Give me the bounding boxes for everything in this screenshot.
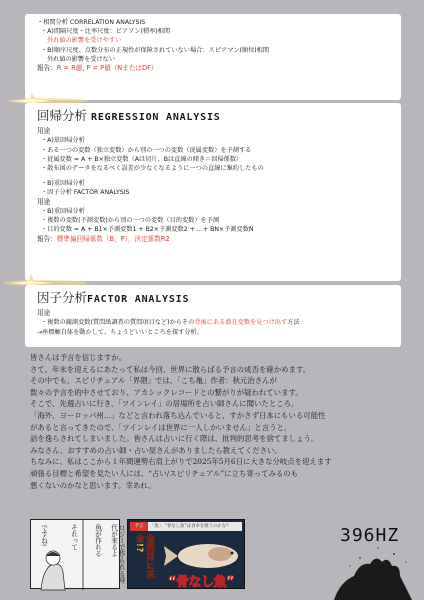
factor-item: →座標軸自体を動かして、ちょうどいいところを探す分析。 [37,328,203,336]
simple-regression-item: ・従属変数 = A + B×独立変数（Aは切片、Bは直線の傾き＝回帰係数） [41,155,243,163]
simple-regression-item: ・散布図のデータをなるべく誤差が少なくなるように一つの直線に集約したもの [41,165,264,173]
simple-regression-item: ・A)単回帰分析 [41,137,85,145]
boneless-fish-image [127,519,245,589]
multiple-regression-item: ・複数の変数(予測変数)から別の一つの変数（目的変数）を予測 [41,217,220,225]
correlation-report [37,64,389,73]
factor-title [37,290,389,307]
factor-usage: 用途 [37,309,51,317]
simple-regression-item: ・ある一つの変数（独立変数）から別の一つの変数（従属変数）を予測する [41,146,252,154]
article-line: 「海外、ヨーロッパ州…」などと言われ落ち込んでいると、すかさず日本にもいる可能性 [30,410,326,420]
manga-panel-image [30,519,126,589]
factor-title-en: FACTOR ANALYSIS [87,294,190,305]
manga-speech: それって [69,524,78,551]
factor-item-highlight: 背後にある潜在変数を見つけ出す [194,319,288,327]
article-line: その中でも、スピリチュアル「界隈」では、「こち亀」作者：秋元治さんが [30,376,277,386]
factor-title-jp: 因子分析 [37,290,88,305]
article-body [30,352,400,491]
factor-item-text: 方法 [287,319,300,327]
multiple-regression-item: ・B)重回帰分析 [41,180,85,188]
regression-title-jp: 回帰分析 [37,108,88,123]
fish-image-headline: 魚業界に革命!? [134,534,154,579]
article-line: があると言ってきたので、「ツインレイは世界に一人しかいません」と言うと、 [30,422,292,432]
multiple-regression-item: ・B)重回帰分析 [41,208,85,216]
manga-speech: 魚が作れる [93,524,102,557]
article-line: さて、年末を迎えるにあたって私は今回、世界に散らばる予言の成否を確かめます。 [30,364,311,374]
regression-title [37,108,389,125]
fish-illustration [150,532,246,576]
article-line: そこで、先週占いに行き、「ツインレイ」の居場所を占い師さんに聞いたところ、 [30,399,299,409]
regression-usage: 用途 [37,127,51,135]
manga-speech: ロジーで作られる時代が来るよ [109,524,126,584]
factor-card [25,285,401,347]
regression-report [37,235,389,244]
manga-speech: ですね! [39,524,48,547]
multiple-regression-usage: 用途 [37,197,51,206]
factor-item [37,318,389,327]
article-line: 皆さんは予言を信じますか。 [30,353,127,362]
multiple-regression-item: ・因子分析 FACTOR ANALYSIS [41,189,130,197]
article-line: 頑張る目標と希望を見たい人には、“占い/スピリチュアル”に立ち寄ってみるのも [30,468,299,478]
article-line: 悪くないのかなと思います。幸あれ。 [30,480,156,490]
report-label: 報告： [37,64,57,73]
report-label: 報告： [37,234,57,243]
fish-image-tag: 予言 [130,522,148,531]
frequency-label: 396HZ [340,525,400,546]
report-value: 標準偏回帰係数（B，P），決定係数R2 [56,234,170,243]
fish-image-topbar: 「魚」 “骨なし魚”は食卓を救うのかな？ [148,522,242,531]
article-line: ちなみに、私はここから１年間運勢右肩上がりで2025年5月6日に大きな分岐点を迎えます [30,457,332,467]
pearson-line: ・A)間隔尺度・比率尺度：ピアソン(積率)相関 [41,28,171,36]
correlation-card [25,14,401,100]
article-line: みなさん、おすすめの占い師・占い屋さんがありましたら教えてください。 [30,445,282,455]
article-line: 数々の予言を的中させており、アカシックレコードとの繋がりが疑われています。 [30,387,303,397]
fish-image-caption: “骨なし魚” [168,575,235,590]
pearson-note: 外れ値の影響を受けやすい [47,37,122,45]
spearman-note: 外れ値の影響を受けない [47,55,116,63]
factor-item-text: ・複数の観測変数(質問紙調査の質問項目など)からその [41,319,195,327]
article-line: 話を逸らされてしまいました。皆さんは占いに行く際は、批判的思考を捨てましょう。 [30,434,319,444]
regression-card [25,103,401,281]
spearman-line: ・B)順序尺度、点数分布の正規性が保障されていない場合：スピアマン(順位)相関 [41,46,270,54]
hand-silhouette-icon [330,540,420,600]
report-value: R = R値, P = P値（NまたはDF） [56,64,158,73]
multiple-regression-item: ・目的変数 = A + B1×予測変数1 + B2×予測変数2 + …+ BN×予測変数N [41,226,254,234]
regression-title-en: REGRESSION ANALYSIS [91,112,221,123]
correlation-title: ・相関分析 CORRELATION ANALYSIS [37,19,146,26]
